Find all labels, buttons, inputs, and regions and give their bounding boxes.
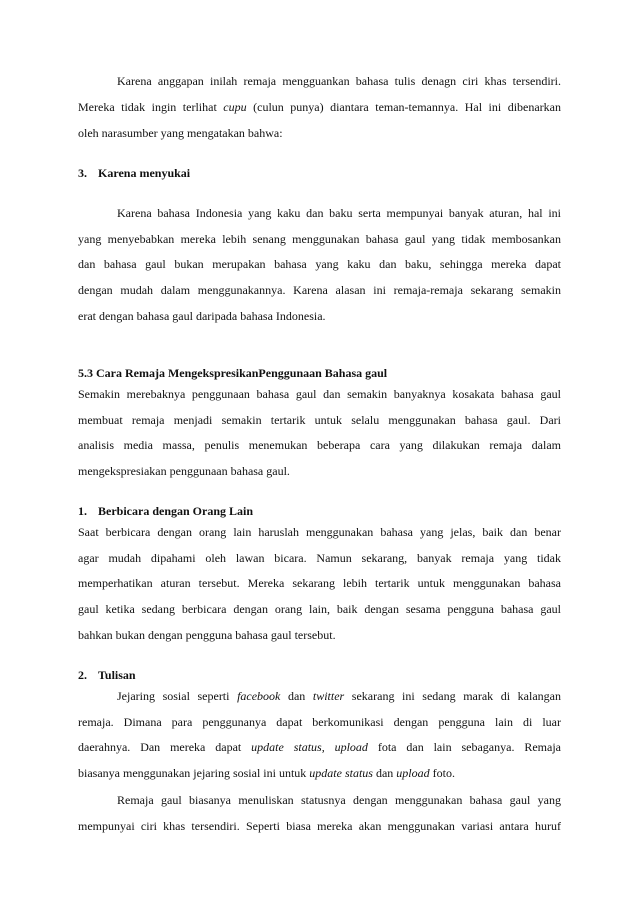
- paragraph-line: memperhatikan aturan tersebut. Mereka sekarang lebih tertarik untuk menggunakan bahasa: [78, 576, 561, 590]
- paragraph-line: Karena bahasa Indonesia yang kaku dan baku serta mempunyai banyak aturan, hal ini: [117, 206, 561, 220]
- paragraph-line: remaja. Dimana para penggunanya dapat berkomunikasi dengan pengguna lain di luar: [78, 715, 561, 729]
- heading-number: 3.: [78, 166, 87, 180]
- paragraph-line: mengekspresiakan penggunaan bahasa gaul.: [78, 464, 290, 478]
- paragraph-line: gaul ketika sedang berbicara dengan orang lain, baik dengan sesama pengguna bahasa gaul: [78, 602, 561, 616]
- paragraph-line: erat dengan bahasa gaul daripada bahasa Indonesia.: [78, 309, 326, 323]
- paragraph-line: bahkan bukan dengan pengguna bahasa gaul tersebut.: [78, 628, 336, 642]
- italic-term: update status: [309, 766, 373, 780]
- paragraph-line: agar mudah dipahami oleh lawan bicara. Namun sekarang, banyak remaja yang tidak: [78, 551, 561, 565]
- heading-number: 2.: [78, 668, 87, 682]
- heading-text: Berbicara dengan Orang Lain: [98, 504, 254, 518]
- paragraph-line: analisis media massa, penulis menemukan beberapa cara yang dilakukan remaja dalam: [78, 438, 561, 452]
- paragraph-line: Remaja gaul biasanya menuliskan statusnya dengan menggunakan bahasa gaul yang: [117, 793, 561, 807]
- paragraph-line: Jejaring sosial seperti facebook dan twitter sekarang ini sedang marak di kalangan: [117, 689, 561, 703]
- section-heading: [78, 667, 136, 683]
- italic-term: facebook: [237, 689, 281, 703]
- paragraph-line: Semakin merebaknya penggunaan bahasa gaul dan semakin banyaknya kosakata bahasa gaul: [78, 387, 561, 401]
- heading-text: Karena menyukai: [98, 166, 191, 180]
- paragraph-line: yang menyebabkan mereka lebih senang menggunakan bahasa gaul yang tidak membosankan: [78, 232, 561, 246]
- paragraph-line: oleh narasumber yang mengatakan bahwa:: [78, 126, 283, 140]
- paragraph-line: membuat remaja menjadi semakin tertarik untuk selalu menggunakan bahasa gaul. Dari: [78, 413, 561, 427]
- paragraph-line: dan bahasa gaul bukan merupakan bahasa yang kaku dan baku, sehingga mereka dapat: [78, 257, 561, 271]
- paragraph-line: Karena anggapan inilah remaja mengguankan bahasa tulis denagn ciri khas tersendiri.: [117, 74, 561, 88]
- italic-term: twitter: [312, 689, 345, 703]
- paragraph-line: Mereka tidak ingin terlihat cupu (culun punya) diantara teman-temannya. Hal ini dibenarkan: [78, 100, 562, 114]
- section-title: 5.3 Cara Remaja MengekspresikanPenggunaan Bahasa gaul: [78, 366, 388, 380]
- section-heading: [78, 503, 253, 519]
- paragraph-line: Saat berbicara dengan orang lain haruslah menggunakan bahasa yang jelas, baik dan benar: [78, 525, 561, 539]
- paragraph-line: daerahnya. Dan mereka dapat update status, upload fota dan lain sebaganya. Remaja: [78, 740, 561, 754]
- heading-number: 1.: [78, 504, 87, 518]
- paragraph-line: dengan mudah dalam menggunakannya. Karena alasan ini remaja-remaja sekarang semakin: [78, 283, 561, 297]
- paragraph-line: mempunyai ciri khas tersendiri. Seperti biasa mereka akan menggunakan variasi antara huruf: [78, 819, 561, 833]
- paragraph-line: biasanya menggunakan jejaring sosial ini untuk update status dan upload foto.: [78, 766, 455, 780]
- italic-term: cupu: [223, 100, 247, 114]
- heading-text: Tulisan: [98, 668, 136, 682]
- section-heading: [78, 165, 190, 181]
- italic-term: update status, upload: [251, 740, 368, 754]
- italic-term: upload: [396, 766, 430, 780]
